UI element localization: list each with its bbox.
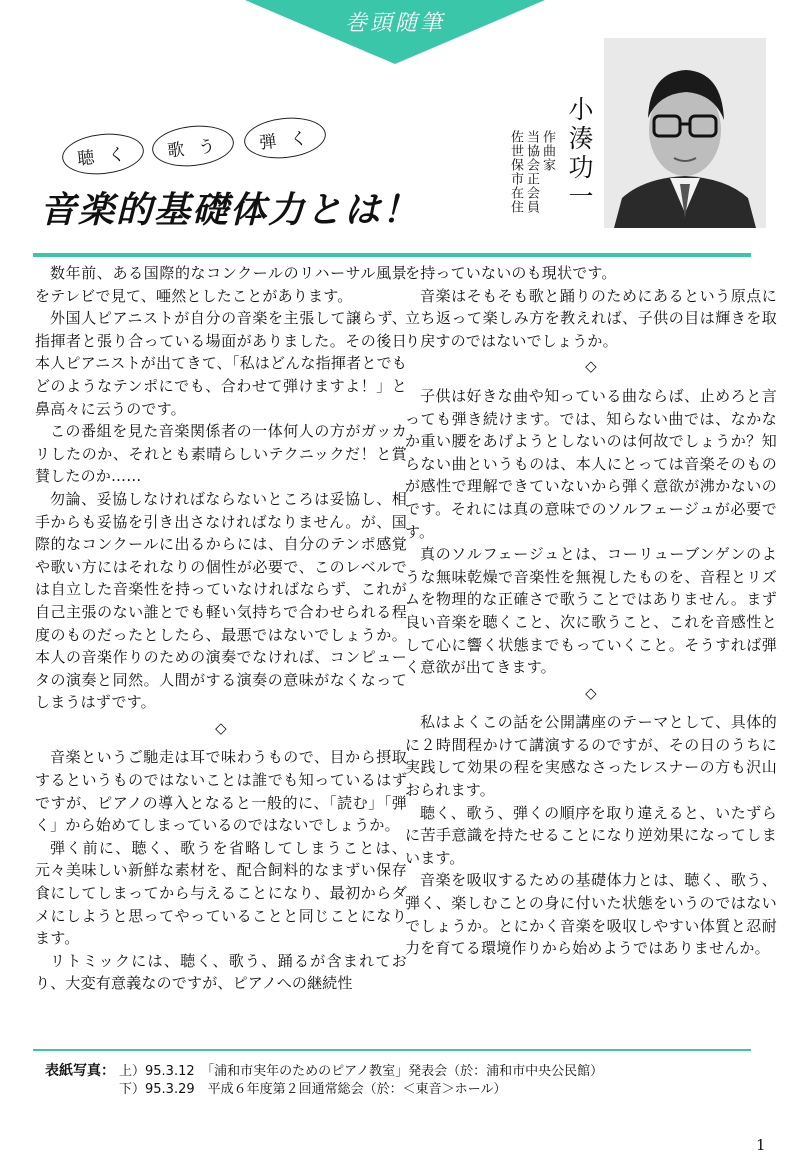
portrait-image — [604, 38, 766, 228]
oval-listen: 聴く — [60, 130, 146, 178]
author-role-member: 当協会正会員 — [524, 130, 539, 214]
page-number: 1 — [756, 1136, 766, 1154]
paragraph: 外国人ピアニストが自分の音楽を主張して譲らず、指揮者と張り合っている場面がありました。その後日本人ピアニストが出てきて、「私はどんな指揮者とでもどのようなテンポにでも、合わせて弾けますよ！」と鼻高々に云うのです。 — [35, 309, 407, 418]
paragraph: 真のソルフェージュとは、コーリューブンゲンのような無味乾燥で音楽性を無視したものを、音程とリズムを物理的な正確さで歌うことではありません。まず良い音楽を聴くこと、次に歌うこと、これを音感性として心に響く状態までもっていくこと。そうすれば弾く意欲が出てきます。 — [405, 545, 777, 677]
author-photo — [604, 38, 766, 228]
section-divider-diamond: ◇ — [585, 683, 597, 702]
oval-play: 弾く — [242, 114, 328, 162]
footer-divider — [33, 1049, 751, 1051]
paragraph: 音楽はそもそも歌と踊りのためにあるという原点に立ち返って楽しみ方を教えれば、子供の目は輝きを取り戻すのではないでしょうか。 — [405, 286, 777, 350]
article-column-right — [405, 262, 777, 960]
cover-photo-caption — [45, 1062, 603, 1099]
paragraph: この番組を見た音楽関係者の一体何人の方がガッカリしたのか、それとも素晴らしいテクニックだ！と賞賛したのか…… — [35, 422, 407, 486]
oval-sing: 歌う — [150, 122, 236, 170]
header-divider — [33, 253, 751, 257]
paragraph: 子供は好きな曲や知っている曲ならば、止めろと言っても弾き続けます。では、知らない曲では、なかなか重い腰をあげようとしないのは何故でしょうか？知らない曲というものは、本人にとっては音楽そのものが感性で理解できていないから弾く意欲が沸かないのです。それには真の意味でのソルフェージュが必要です。 — [405, 386, 777, 541]
paragraph: 弾く前に、聴く、歌うを省略してしまうことは、元々美味しい新鮮な素材を、配合飼料的なまずい保存食にしてしまってから与えることになり、最初からダメにしようと思ってやっていることと同じことになります。 — [35, 838, 407, 948]
header-banner — [245, 0, 545, 64]
paragraph: 音楽を吸収するための基礎体力とは、聴く、歌う、弾く、楽しむことの身に付いた状態をいうのではないでしょうか。とにかく音楽を吸収しやすい体質と忍耐力を育てる環境作りから始めようではありませんか。 — [405, 871, 777, 958]
paragraph: 数年前、ある国際的なコンクールのリハーサル風景をテレビで見て、唖然としたことがあります。 — [35, 264, 407, 305]
section-divider-diamond: ◇ — [585, 357, 597, 376]
paragraph: を持っていないのも現状です。 — [405, 264, 617, 282]
cover-photo-bottom: 下）95.3.29 平成６年度第２回通常総会（於：＜東音＞ホール） — [119, 1082, 507, 1097]
paragraph: リトミックには、聴く、歌う、踊るが含まれており、大変有意義なのですが、ピアノへの継続性 — [35, 951, 407, 993]
author-role-composer: 作曲家 — [540, 130, 555, 172]
author-role-residence: 佐世保市在住 — [508, 130, 523, 214]
cover-photo-top: 上）95.3.12 「浦和市実年のためのピアノ教室」発表会（於：浦和市中央公民館） — [119, 1064, 604, 1079]
article-column-left — [35, 262, 407, 995]
paragraph: 勿論、妥協しなければならないところは妥協し、相手からも妥協を引き出さなければなりません。が、国際的なコンクールに出るからには、自分のテンポ感覚や歌い方にはそれなりの個性が必要で、このレベルでは自立した音楽性を持っていなければならず、これが自己主張のない誰とでも軽い気持ちで合わせられる程度のものだったとしたら、最悪ではないでしょうか。本人の音楽作りのための演奏でなければ、コンピュータの演奏と同然。人間がする演奏の意味がなくなってしまうはずです。 — [35, 489, 407, 712]
section-divider-diamond: ◇ — [215, 718, 227, 737]
banner-title: 巻頭随筆 — [344, 11, 445, 36]
author-name: 小湊功一 — [565, 96, 594, 212]
article-headline: 音楽的基礎体力とは！ — [40, 190, 421, 231]
cover-photo-label: 表紙写真： — [45, 1063, 115, 1079]
paragraph: 聴く、歌う、弾くの順序を取り違えると、いたずらに苦手意識を持たせることになり逆効果になってしまいます。 — [405, 803, 777, 867]
paragraph: 私はよくこの話を公開講座のテーマとして、具体的に２時間程かけて講演するのですが、その日のうちに実践して効果の程を実感なさったレスナーの方も沢山おられます。 — [405, 713, 777, 800]
paragraph: 音楽というご馳走は耳で味わうもので、目から摂取するというものではないことは誰でも知っているはずですが、ピアノの導入となると一般的に、「読む」「弾く」から始めてしまっているのではないでしょうか。 — [35, 748, 407, 835]
